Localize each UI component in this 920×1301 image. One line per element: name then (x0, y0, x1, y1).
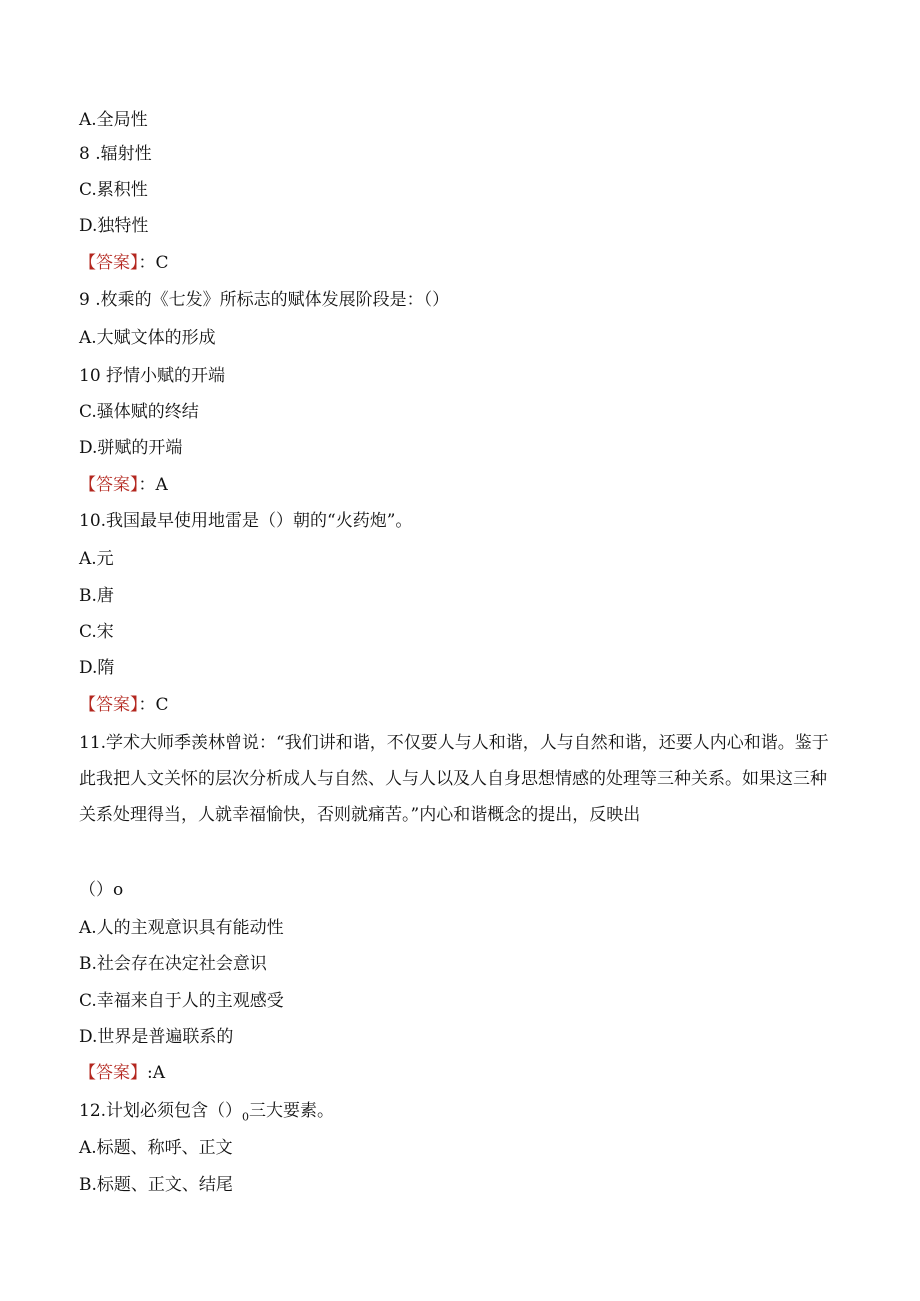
q8-option-d: D.独特性 (79, 216, 149, 236)
q9-stem: 9 .枚乘的《七发》所标志的赋体发展阶段是：（） (79, 290, 450, 310)
q9-option-a: A.大赋文体的形成 (79, 328, 216, 348)
q10-option-a: A.元 (79, 549, 114, 569)
q9-answer (79, 474, 168, 496)
q9-option-b: 10 抒情小赋的开端 (79, 366, 226, 386)
q12-stem (79, 1100, 334, 1128)
q11-stem: 11.学术大师季羡林曾说：“我们讲和谐，不仅要人与人和谐，人与自然和谐，还要人内心和谐。鉴于此我把人文关怀的层次分析成人与自然、人与人以及人自身思想情感的处理等三种关系。如果这三种关系处理得当，人就幸福愉快，否则就痛苦。”内心和谐概念的提出，反映出 (79, 733, 829, 825)
answer-value: ：C (138, 695, 169, 715)
q9-option-d: D.骈赋的开端 (79, 438, 183, 458)
q12-stem-pre: 12.计划必须包含（） (79, 1101, 243, 1121)
q11-option-b: B.社会存在决定社会意识 (79, 954, 267, 974)
answer-label: 【答案】 (79, 1063, 147, 1083)
q12-option-a: A.标题、称呼、正文 (79, 1138, 233, 1158)
q8-option-b: 8 .辐射性 (79, 144, 152, 164)
answer-label: 【答案】 (79, 475, 139, 495)
q12-option-b: B.标题、正文、结尾 (79, 1175, 233, 1195)
q11-answer (79, 1062, 165, 1084)
q11-option-d: D.世界是普遍联系的 (79, 1027, 234, 1047)
q8-answer (79, 252, 169, 274)
q8-option-a: A.全局性 (79, 110, 148, 130)
answer-label: 【答案】 (79, 253, 139, 273)
q11-option-c: C.幸福来自于人的主观感受 (79, 991, 284, 1011)
q11-option-a: A.人的主观意识具有能动性 (79, 918, 284, 938)
answer-value: :A (147, 1063, 166, 1083)
q12-stem-sub: 0 (242, 1110, 250, 1124)
q10-option-c: C.宋 (79, 622, 114, 642)
q10-answer (79, 694, 169, 716)
answer-value: ：C (138, 253, 169, 273)
q10-stem: 10.我国最早使用地雷是（）朝的“火药炮”。 (79, 511, 413, 531)
q11-blank: （）o (79, 880, 124, 900)
q10-option-b: B.唐 (79, 586, 114, 606)
answer-value: ：A (138, 475, 168, 495)
q10-option-d: D.隋 (79, 658, 115, 678)
answer-label: 【答案】 (79, 695, 139, 715)
q9-option-c: C.骚体赋的终结 (79, 402, 199, 422)
q8-option-c: C.累积性 (79, 180, 148, 200)
q12-stem-post: 三大要素。 (249, 1101, 335, 1121)
